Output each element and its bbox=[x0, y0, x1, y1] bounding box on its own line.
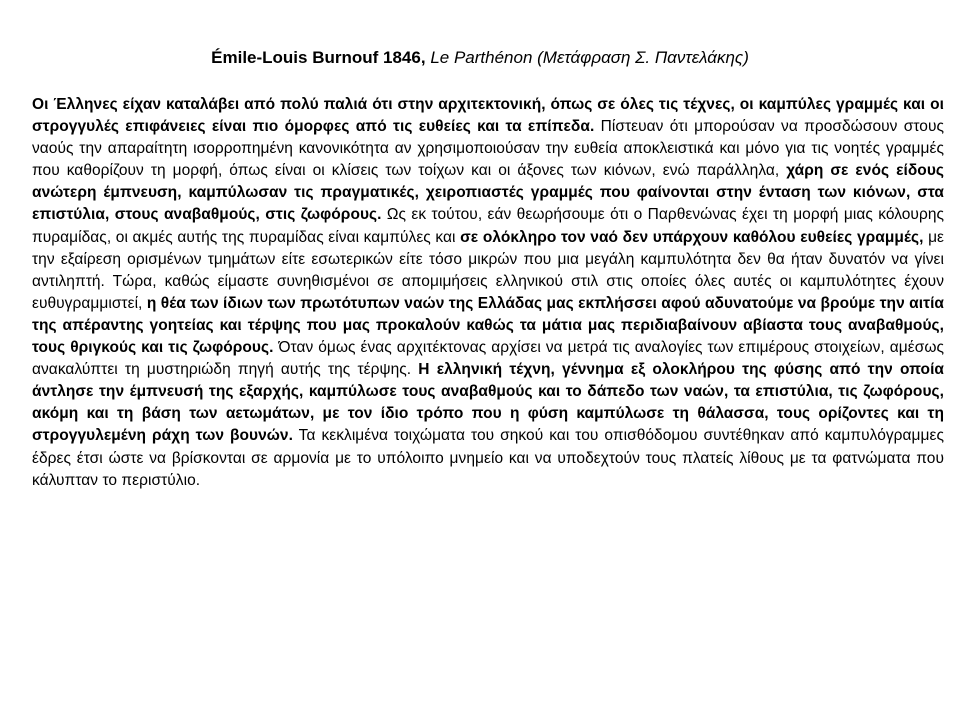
passage-sentence-7: η θέα των ίδιων των πρωτότυπων ναών της Ελλάδας μας εκπλήσσει αφού αδυνατούμε να βρούμε την αιτία της απέραντης γοητείας και τέρψης που μας προκαλούν καθώς τα μάτια μας περιδιαβαίνουν αβίαστα τους αναβαθμούς, τους θριγκούς και τις ζωφόρους. bbox=[32, 294, 945, 357]
passage-sentence-4: Ως εκ τούτου, εάν θεωρήσουμε ότι ο Παρθενώνας έχει τη μορφή μιας κόλουρης πυραμίδας, οι ακμές αυτής της πυραμίδας είναι καμπύλες και bbox=[32, 206, 945, 246]
passage-sentence-2: Πίστευαν ότι μπορούσαν να προσδώσουν στους ναούς την απαραίτητη ισορροπημένη κανονικότητα αν χρησιμοποιούσαν την ευθεία αποκλειστικά και μόνο για τις νοητές γραμμές που καθορίζουν τη μορφή, όπως είναι οι κλίσεις των τοίχων και οι άξονες των κιόνων, ενώ παράλληλα, bbox=[32, 118, 944, 180]
passage-sentence-8: Όταν όμως ένας αρχιτέκτονας αρχίσει να μετρά τις αναλογίες των επιμέρους στοιχείων, αμέσως ανακαλύπτει τη μυστηριώδη πηγή αυτής της τέρψης. bbox=[32, 339, 945, 379]
passage-paragraph bbox=[32, 94, 944, 492]
work-title: Le Parthénon bbox=[430, 48, 533, 67]
passage-sentence-6: με την εξαίρεση ορισμένων τμημάτων είτε εσωτερικών είτε τόσο μικρών που μια μεγάλη καμπυλότητα δεν θα ήταν δυνατόν να γίνει αντιληπτή. Τώρα, καθώς είμαστε συνηθισμένοι σε απομιμήσεις ελληνικού στιλ στις οποίες όλες αυτές οι καμπυλότητες έχουν ευθυγραμμιστεί, bbox=[32, 228, 945, 312]
passage-sentence-10: Τα κεκλιμένα τοιχώματα του σηκού και του οπισθόδομου συντέθηκαν από καμπυλόγραμμες έδρες έτσι ώστε να βρίσκονται σε αρμονία με το υπόλοιπο μνημείο και να υποδεχτούν τους πλατείς λίθους με τα φατνώματα που κάλυπταν το περιστύλιο. bbox=[32, 427, 944, 489]
passage-sentence-3: χάρη σε ενός είδους ανώτερη έμπνευση, καμπύλωσαν τις πραγματικές, χειροπιαστές γραμμές που φαίνονται στην ένταση των κιόνων, στα επιστύλια, στους αναβαθμούς, στις ζωφόρους. bbox=[32, 162, 944, 224]
passage-sentence-9: Η ελληνική τέχνη, γέννημα εξ ολοκλήρου της φύσης από την οποία άντλησε την έμπνευσή της εξαρχής, καμπύλωσε τους αναβαθμούς και το δάπεδο των ναών, τα επιστύλια, τις ζωφόρους, ακόμη και τη βάση των αετωμάτων, με τον ίδιο τρόπο που η φύση καμπύλωσε τη θάλασσα, τους ορίζοντες και τη στρογγυλεμένη ράχη των βουνών. bbox=[32, 361, 945, 445]
page-title bbox=[0, 46, 960, 70]
passage-sentence-5: σε ολόκληρο τον ναό δεν υπάρχουν καθόλου ευθείες γραμμές, bbox=[460, 228, 924, 246]
author-year: Émile-Louis Burnouf 1846, bbox=[211, 48, 426, 67]
passage-sentence-1: Οι Έλληνες είχαν καταλάβει από πολύ παλιά ότι στην αρχιτεκτονική, όπως σε όλες τις τέχνες, οι καμπύλες γραμμές και οι στρογγυλές επιφάνειες είναι πιο όμορφες από τις ευθείες και τα επίπεδα. bbox=[32, 96, 944, 136]
translation-credit: (Μετάφραση Σ. Παντελάκης) bbox=[537, 48, 749, 67]
